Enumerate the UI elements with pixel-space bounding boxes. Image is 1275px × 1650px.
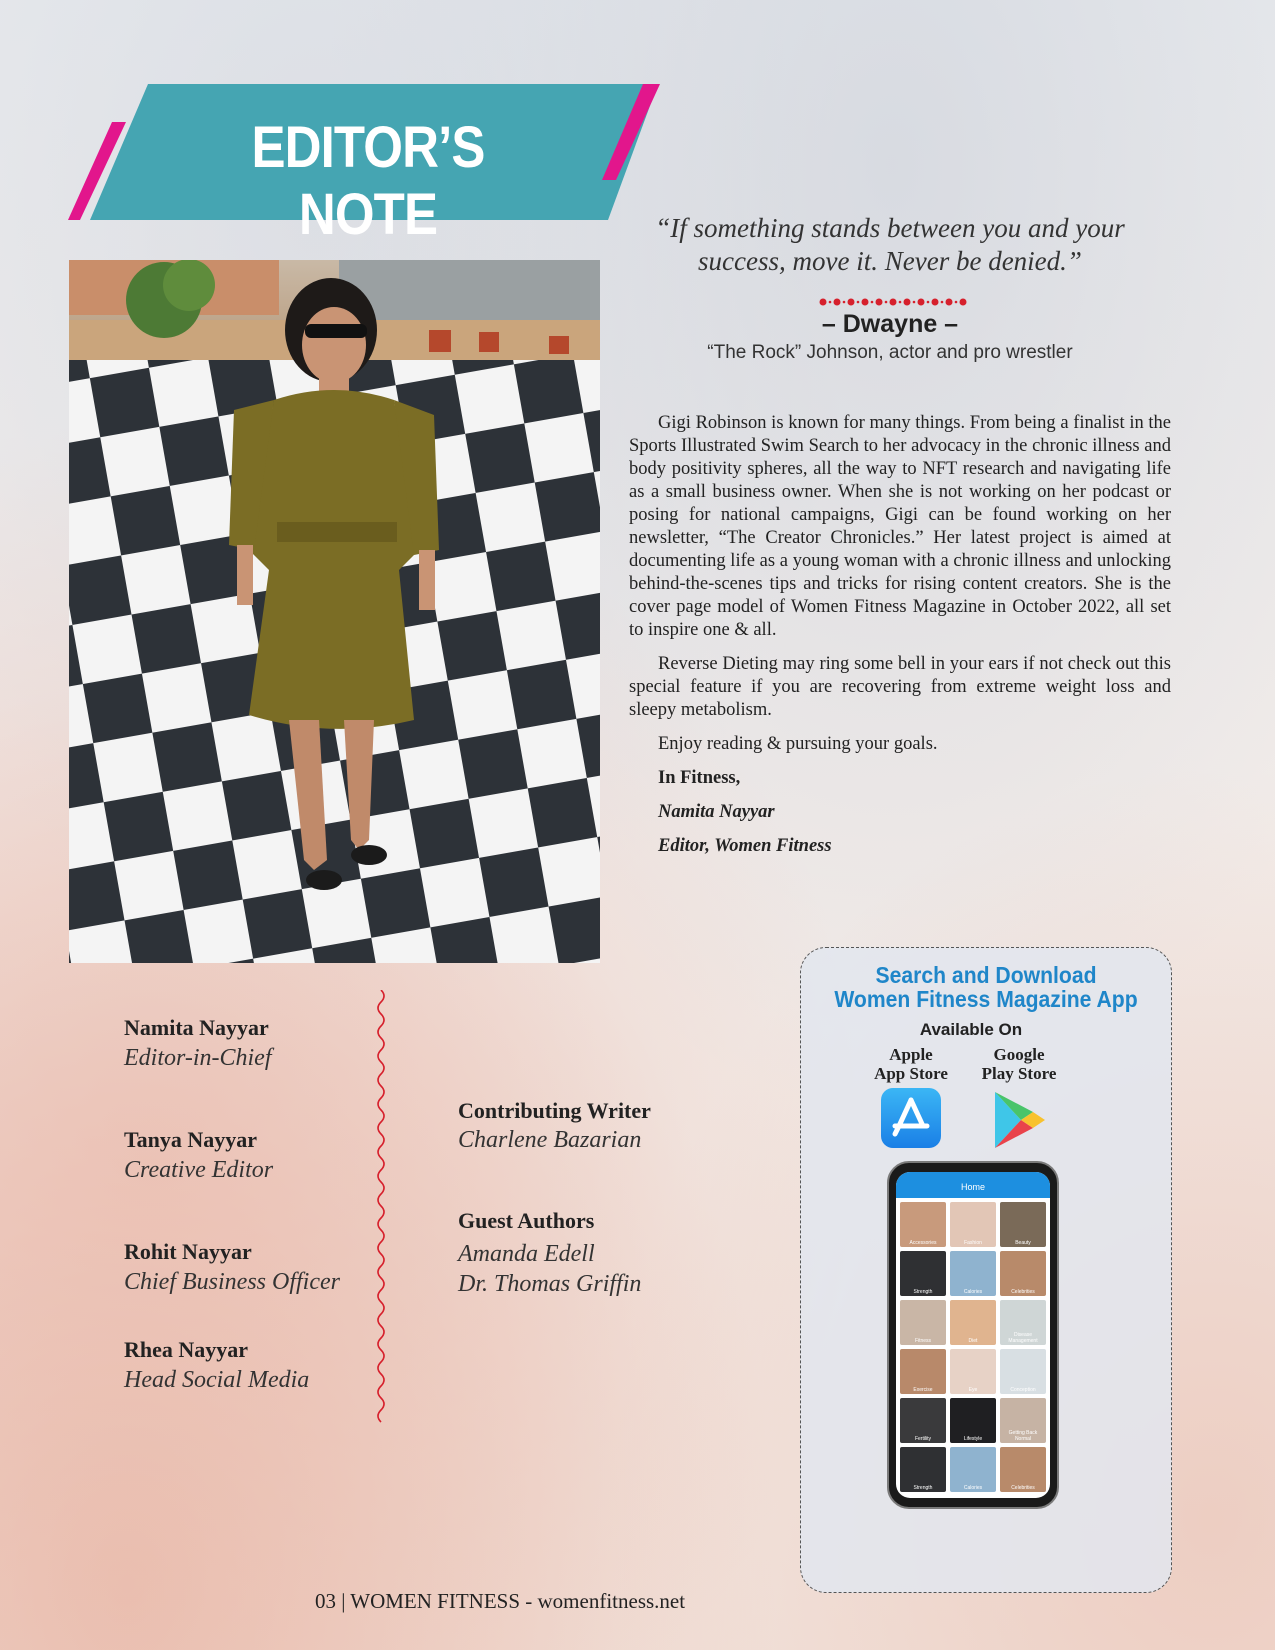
staff-name: Rohit Nayyar xyxy=(124,1239,252,1264)
app-category-tile-label: Fashion xyxy=(964,1240,982,1246)
quote-author: – Dwayne – xyxy=(821,310,959,338)
app-category-tile[interactable] xyxy=(950,1251,996,1296)
page-footer: 03 | WOMEN FITNESS - womenfitness.net xyxy=(314,1589,686,1613)
app-category-tile-label: Celebrities xyxy=(1011,1289,1035,1295)
contributing-writer-heading: Contributing Writer xyxy=(458,1098,651,1123)
guest-author-2: Dr. Thomas Griffin xyxy=(458,1271,642,1297)
app-category-tile-label: Fitness xyxy=(914,1338,932,1344)
app-category-tile-label: Strength xyxy=(913,1485,933,1491)
quote-text xyxy=(640,212,1140,278)
app-heading-line-2: Women Fitness Magazine App xyxy=(834,986,1138,1012)
quote-author-description: “The Rock” Johnson, actor and pro wrestler xyxy=(707,342,1073,363)
app-category-tile[interactable] xyxy=(900,1398,946,1443)
app-category-tile[interactable] xyxy=(950,1398,996,1443)
staff-role: Editor-in-Chief xyxy=(124,1045,272,1071)
app-category-tile[interactable] xyxy=(1000,1300,1046,1345)
app-screen-header: Home xyxy=(896,1172,1050,1198)
app-category-tile[interactable] xyxy=(900,1447,946,1492)
google-store-label-line-1: Google xyxy=(993,1045,1045,1064)
app-category-tile-label: Celebrities xyxy=(1011,1485,1035,1491)
paragraph-2: Reverse Dieting may ring some bell in your ears if not check out this special feature if you are recovering from extreme weight loss and sleepy metabolism. xyxy=(629,654,1171,720)
app-category-tile[interactable] xyxy=(1000,1349,1046,1394)
phone-mockup xyxy=(887,1161,1059,1509)
google-play-icon[interactable] xyxy=(991,1090,1047,1150)
staff-role: Head Social Media xyxy=(124,1367,310,1393)
staff-name: Tanya Nayyar xyxy=(124,1127,258,1152)
app-category-tile[interactable] xyxy=(950,1447,996,1492)
dotted-ornament xyxy=(818,297,968,307)
staff-name: Namita Nayyar xyxy=(124,1015,269,1040)
staff-role: Chief Business Officer xyxy=(124,1269,340,1295)
app-category-tile-label: Calories xyxy=(963,1289,983,1295)
app-category-tile[interactable] xyxy=(950,1202,996,1247)
app-store-icon[interactable] xyxy=(881,1088,941,1148)
app-download-box xyxy=(800,947,1172,1593)
app-category-tile[interactable] xyxy=(950,1300,996,1345)
app-category-tile-label: Exercise xyxy=(913,1387,933,1393)
app-category-tile-label: Getting Back Normal xyxy=(1008,1430,1038,1442)
signature-name: Namita Nayyar xyxy=(658,802,775,822)
staff-entry xyxy=(124,1337,309,1394)
staff-name: Rhea Nayyar xyxy=(124,1337,249,1362)
app-category-tile-label: Disease Management xyxy=(1008,1332,1038,1344)
staff-entry xyxy=(124,1239,340,1296)
app-category-tile[interactable] xyxy=(1000,1398,1046,1443)
app-category-tile[interactable] xyxy=(900,1202,946,1247)
staff-role: Creative Editor xyxy=(124,1157,274,1183)
app-category-tile-label: Lifestyle xyxy=(963,1436,983,1442)
editor-photo xyxy=(69,260,600,963)
app-category-tile[interactable] xyxy=(950,1349,996,1394)
app-heading-line-1: Search and Download xyxy=(875,962,1097,988)
app-category-tile[interactable] xyxy=(900,1349,946,1394)
app-category-tile-label: Eye xyxy=(968,1387,978,1393)
app-category-tile-label: Conception xyxy=(1010,1387,1036,1393)
paragraph-3: Enjoy reading & pursuing your goals. xyxy=(658,734,938,754)
app-category-tile-label: Calories xyxy=(963,1485,983,1491)
google-store-label xyxy=(959,1045,1079,1083)
contributing-writer xyxy=(458,1098,651,1154)
contributing-writer-name: Charlene Bazarian xyxy=(458,1127,642,1153)
wavy-divider xyxy=(374,990,388,1426)
guest-authors-heading: Guest Authors xyxy=(458,1208,595,1233)
staff-entry xyxy=(124,1015,272,1072)
app-category-tile-label: Strength xyxy=(913,1289,933,1295)
signature-title: Editor, Women Fitness xyxy=(658,836,832,856)
app-screen xyxy=(896,1172,1050,1498)
apple-store-label xyxy=(851,1045,971,1083)
signoff: In Fitness, xyxy=(658,768,741,788)
app-category-grid xyxy=(896,1198,1050,1496)
app-category-tile-label: Diet xyxy=(968,1338,978,1344)
app-category-tile[interactable] xyxy=(900,1251,946,1296)
guest-author-1: Amanda Edell xyxy=(458,1241,595,1267)
apple-store-label-line-1: Apple xyxy=(889,1045,933,1064)
staff-entry xyxy=(124,1127,273,1184)
page-title: EDITOR’S NOTE xyxy=(251,115,485,247)
apple-store-label-line-2: App Store xyxy=(874,1064,948,1083)
guest-authors xyxy=(458,1208,641,1298)
available-on-label: Available On xyxy=(919,1020,1023,1039)
google-store-label-line-2: Play Store xyxy=(981,1064,1057,1083)
editors-note-banner xyxy=(68,84,660,247)
app-category-tile-label: Accessories xyxy=(909,1240,937,1246)
app-category-tile[interactable] xyxy=(900,1300,946,1345)
quote-line-2: success, move it. Never be denied.” xyxy=(698,246,1082,276)
quote-line-1: “If something stands between you and your xyxy=(655,213,1125,243)
app-category-tile-label: Beauty xyxy=(1015,1240,1031,1246)
app-category-tile[interactable] xyxy=(1000,1251,1046,1296)
paragraph-1: Gigi Robinson is known for many things. From being a finalist in the Sports Illustrated Swim Search to her advocacy in the chronic illness and body positivity spheres, all the way to NFT research and navigating life as a small business owner. When she is not working on her podcast or posing for national campaigns, Gigi can be found working on her newsletter, “The Creator Chronicles.” Her latest project is aimed at documenting life as a young woman with a chronic illness and unlocking behind-the-scenes tips and tricks for rising content creators. She is the cover page model of Women Fitness Magazine in October 2022, all set to inspire one & all. xyxy=(629,413,1171,640)
app-category-tile-label: Fertility xyxy=(914,1436,932,1442)
app-category-tile[interactable] xyxy=(1000,1447,1046,1492)
editors-note-body xyxy=(629,412,1171,869)
app-category-tile[interactable] xyxy=(1000,1202,1046,1247)
